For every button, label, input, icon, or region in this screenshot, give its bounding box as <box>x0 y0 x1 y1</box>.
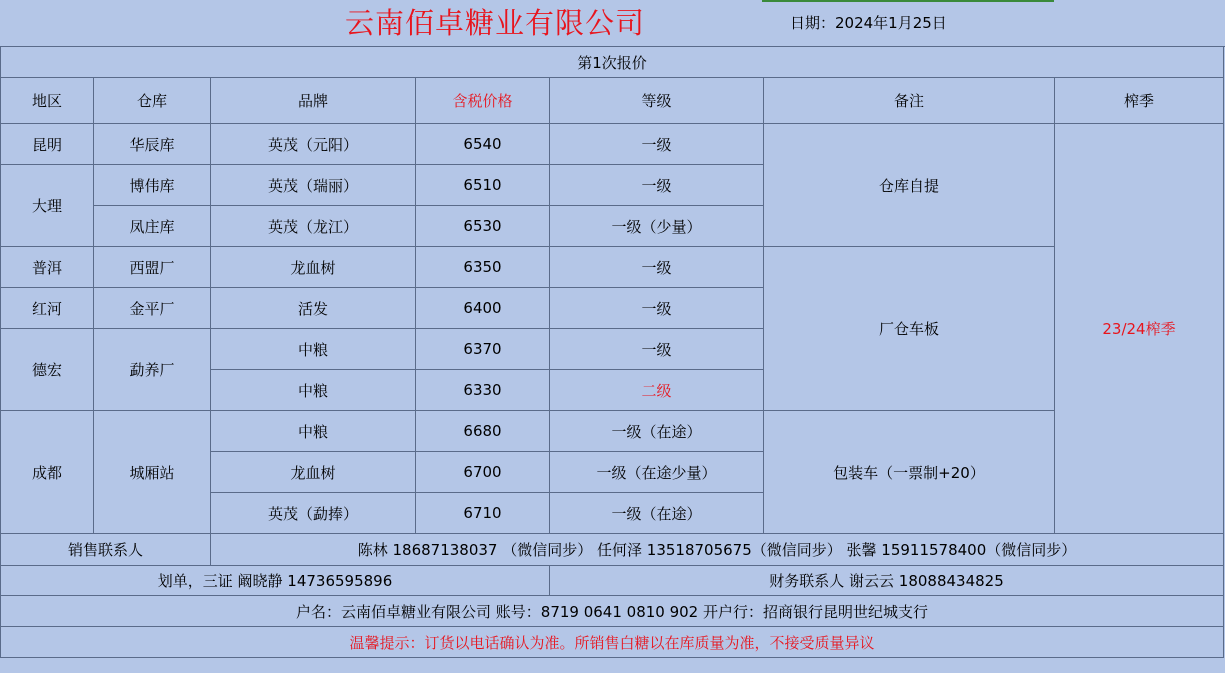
grade-cell: 一级（少量） <box>550 206 764 247</box>
warehouse-cell: 城厢站 <box>94 411 211 534</box>
quote-round: 第1次报价 <box>1 47 1224 78</box>
region-cell: 红河 <box>1 288 94 329</box>
region-cell: 成都 <box>1 411 94 534</box>
price-table <box>0 46 1224 658</box>
bank-account: 户名：云南佰卓糖业有限公司 账号：8719 0641 0810 902 开户行：招商银行昆明世纪城支行 <box>1 596 1224 627</box>
col-header-brand: 品牌 <box>211 78 416 124</box>
billing-finance-row <box>1 566 1224 596</box>
remark-cell: 仓库自提 <box>764 124 1055 247</box>
account-row <box>1 596 1224 627</box>
remark-cell: 厂仓车板 <box>764 247 1055 411</box>
grade-cell: 一级 <box>550 124 764 165</box>
brand-cell: 中粮 <box>211 411 416 452</box>
quote-date: 日期：2024年1月25日 <box>790 14 947 32</box>
notice-text: 温馨提示：订货以电话确认为准。所销售白糖以在库质量为准，不接受质量异议 <box>1 627 1224 658</box>
selection-border <box>762 0 1054 2</box>
grade-cell: 一级 <box>550 288 764 329</box>
grade-cell: 一级（在途少量） <box>550 452 764 493</box>
grade-cell: 一级（在途） <box>550 493 764 534</box>
col-header-price: 含税价格 <box>416 78 550 124</box>
price-cell: 6680 <box>416 411 550 452</box>
finance-contact: 财务联系人 谢云云 18088434825 <box>550 566 1224 596</box>
brand-cell: 中粮 <box>211 370 416 411</box>
region-cell: 昆明 <box>1 124 94 165</box>
col-header-region: 地区 <box>1 78 94 124</box>
price-cell: 6700 <box>416 452 550 493</box>
notice-row <box>1 627 1224 658</box>
grade-cell: 一级 <box>550 329 764 370</box>
warehouse-cell: 西盟厂 <box>94 247 211 288</box>
price-cell: 6330 <box>416 370 550 411</box>
price-cell: 6530 <box>416 206 550 247</box>
warehouse-cell: 凤庄库 <box>94 206 211 247</box>
table-row <box>1 124 1224 165</box>
grade-cell: 一级 <box>550 165 764 206</box>
col-header-grade: 等级 <box>550 78 764 124</box>
table-row <box>1 247 1224 288</box>
table-row <box>1 411 1224 452</box>
sales-contact-value: 陈林 18687138037 （微信同步） 任何泽 13518705675（微信同步） 张馨 15911578400（微信同步） <box>211 534 1224 566</box>
sales-contact-label: 销售联系人 <box>1 534 211 566</box>
brand-cell: 英茂（瑞丽） <box>211 165 416 206</box>
price-cell: 6710 <box>416 493 550 534</box>
region-cell: 德宏 <box>1 329 94 411</box>
warehouse-cell: 博伟库 <box>94 165 211 206</box>
remark-cell: 包装车（一票制+20） <box>764 411 1055 534</box>
grade-cell: 一级 <box>550 247 764 288</box>
brand-cell: 中粮 <box>211 329 416 370</box>
price-cell: 6510 <box>416 165 550 206</box>
brand-cell: 英茂（勐捧） <box>211 493 416 534</box>
price-cell: 6400 <box>416 288 550 329</box>
col-header-remark: 备注 <box>764 78 1055 124</box>
brand-cell: 龙血树 <box>211 247 416 288</box>
price-cell: 6350 <box>416 247 550 288</box>
region-cell: 大理 <box>1 165 94 247</box>
col-header-warehouse: 仓库 <box>94 78 211 124</box>
company-title: 云南佰卓糖业有限公司 <box>344 6 645 40</box>
warehouse-cell: 金平厂 <box>94 288 211 329</box>
price-cell: 6370 <box>416 329 550 370</box>
billing-contact: 划单，三证 阚晓静 14736595896 <box>1 566 550 596</box>
brand-cell: 龙血树 <box>211 452 416 493</box>
warehouse-cell: 华辰库 <box>94 124 211 165</box>
price-cell: 6540 <box>416 124 550 165</box>
col-header-season: 榨季 <box>1055 78 1224 124</box>
sheet-header <box>0 0 1225 47</box>
season-cell: 23/24榨季 <box>1055 124 1224 534</box>
brand-cell: 活发 <box>211 288 416 329</box>
brand-cell: 英茂（龙江） <box>211 206 416 247</box>
grade-cell: 一级（在途） <box>550 411 764 452</box>
grade-cell: 二级 <box>550 370 764 411</box>
brand-cell: 英茂（元阳） <box>211 124 416 165</box>
sales-contact-row <box>1 534 1224 566</box>
warehouse-cell: 勐养厂 <box>94 329 211 411</box>
region-cell: 普洱 <box>1 247 94 288</box>
